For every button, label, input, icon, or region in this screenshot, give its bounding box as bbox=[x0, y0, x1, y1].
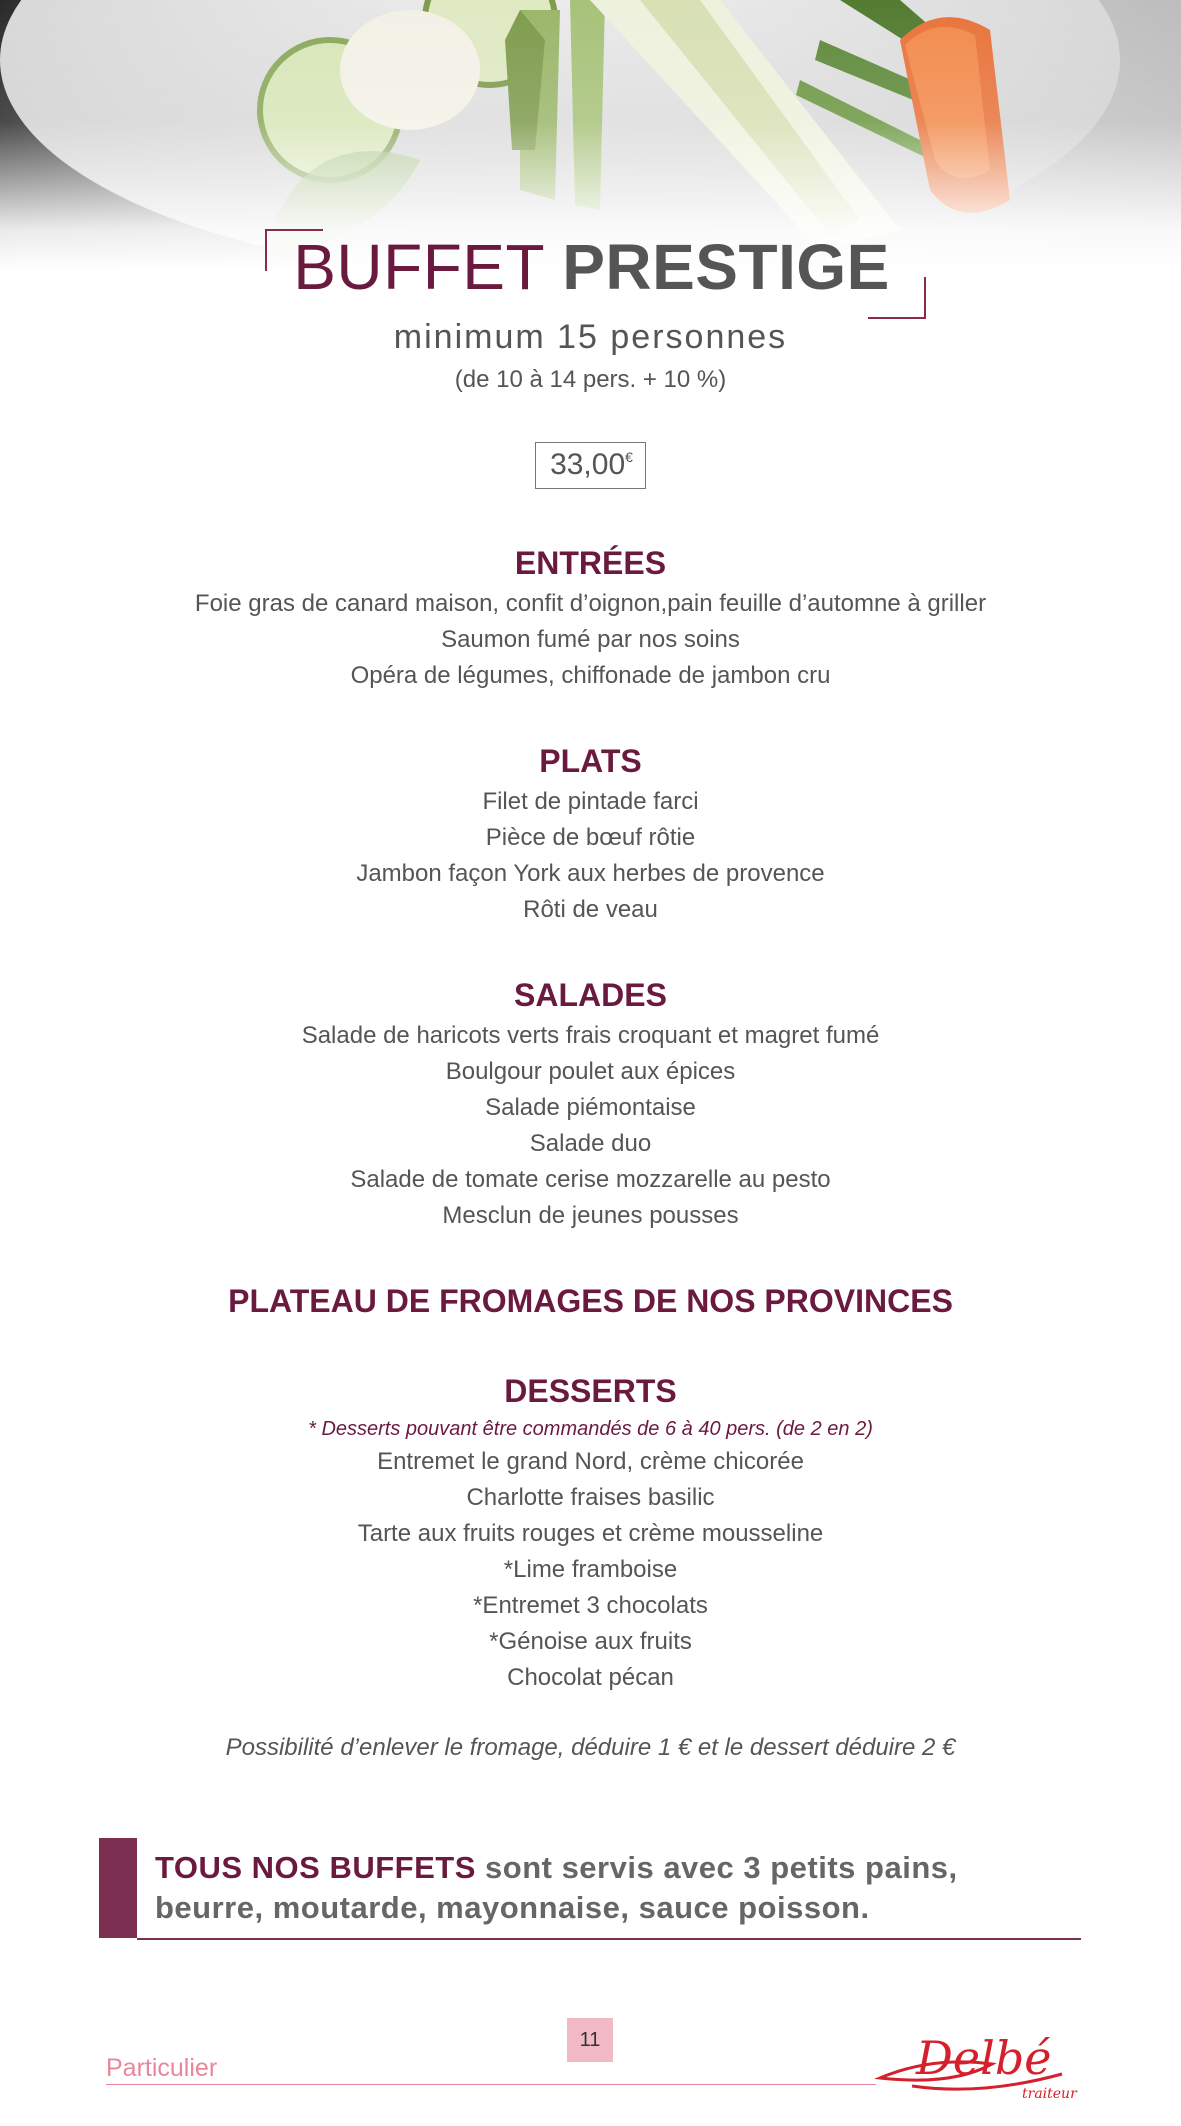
buffets-banner bbox=[99, 1838, 1081, 1940]
logo-wordmark: Delbé bbox=[916, 2031, 1052, 2085]
title-corner-bottom-right bbox=[868, 277, 926, 319]
section-title: PLATS bbox=[539, 743, 642, 779]
menu-item: Salade de tomate cerise mozzarelle au pesto bbox=[350, 1166, 831, 1193]
price-box bbox=[535, 442, 646, 489]
menu-item: Chocolat pécan bbox=[507, 1664, 674, 1691]
title-corner-top-left bbox=[265, 229, 323, 271]
title-block bbox=[0, 225, 1181, 307]
footer-label: Particulier bbox=[106, 2054, 218, 2082]
spacer bbox=[0, 1324, 1181, 1368]
desserts-note: * Desserts pouvant être commandés de 6 à 40 pers. (de 2 en 2) bbox=[308, 1418, 873, 1440]
menu-item: Mesclun de jeunes pousses bbox=[442, 1202, 739, 1229]
subtitle-note: (de 10 à 14 pers. + 10 %) bbox=[454, 366, 727, 393]
banner-lead: TOUS NOS BUFFETS bbox=[155, 1850, 476, 1885]
menu-footnote: Possibilité d’enlever le fromage, déduire 1 € et le dessert déduire 2 € bbox=[225, 1734, 956, 1761]
price-block bbox=[0, 442, 1181, 489]
page-title bbox=[269, 225, 912, 307]
menu-item: *Entremet 3 chocolats bbox=[473, 1592, 708, 1619]
section-title: ENTRÉES bbox=[514, 545, 667, 581]
menu bbox=[0, 540, 1181, 1766]
section-desserts bbox=[0, 1368, 1181, 1696]
menu-item: Boulgour poulet aux épices bbox=[445, 1058, 736, 1085]
subtitle-minimum: minimum 15 personnes bbox=[393, 318, 788, 356]
menu-item: Jambon façon York aux herbes de provence bbox=[356, 860, 825, 887]
page-number: 11 bbox=[567, 2018, 613, 2062]
price-currency: € bbox=[625, 449, 633, 465]
menu-item: Pièce de bœuf rôtie bbox=[485, 824, 696, 851]
section-title: DESSERTS bbox=[504, 1373, 677, 1409]
section-title: PLATEAU DE FROMAGES DE NOS PROVINCES bbox=[228, 1283, 953, 1319]
menu-item: Entremet le grand Nord, crème chicorée bbox=[377, 1448, 804, 1475]
menu-item: Rôti de veau bbox=[523, 896, 658, 923]
menu-item: Salade piémontaise bbox=[485, 1094, 696, 1121]
menu-item: Salade duo bbox=[529, 1130, 652, 1157]
menu-item: Saumon fumé par nos soins bbox=[441, 626, 740, 653]
section-salades bbox=[0, 972, 1181, 1234]
section-fromages bbox=[0, 1278, 1181, 1324]
menu-item: *Génoise aux fruits bbox=[489, 1628, 692, 1655]
section-plats bbox=[0, 738, 1181, 928]
banner-body: sont servis avec 3 petits pains, beurre, moutarde, mayonnaise, sauce poisson. bbox=[155, 1850, 958, 1925]
menu-item: Foie gras de canard maison, confit d’oignon,pain feuille d’automne à griller bbox=[194, 590, 987, 617]
spacer bbox=[0, 1234, 1181, 1278]
section-entrees bbox=[0, 540, 1181, 694]
title-light: BUFFET bbox=[293, 231, 544, 303]
spacer bbox=[0, 928, 1181, 972]
delbe-logo bbox=[872, 2016, 1092, 2106]
banner-accent-bar bbox=[99, 1838, 137, 1938]
title-bold: PRESTIGE bbox=[562, 231, 890, 303]
menu-item: Charlotte fraises basilic bbox=[466, 1484, 715, 1511]
menu-item: Opéra de légumes, chiffonade de jambon cru bbox=[350, 662, 831, 689]
banner-underline bbox=[137, 1938, 1081, 1940]
menu-item: Filet de pintade farci bbox=[482, 788, 699, 815]
menu-item: Tarte aux fruits rouges et crème mousseline bbox=[357, 1520, 824, 1547]
logo-subtext: traiteur bbox=[1022, 2086, 1077, 2102]
footer-divider bbox=[106, 2084, 876, 2085]
price-amount: 33,00 bbox=[550, 448, 626, 481]
menu-item: *Lime framboise bbox=[503, 1556, 678, 1583]
section-title: SALADES bbox=[514, 977, 667, 1013]
spacer bbox=[0, 694, 1181, 738]
menu-item: Salade de haricots verts frais croquant et magret fumé bbox=[301, 1022, 880, 1049]
banner-text bbox=[155, 1848, 1075, 1928]
